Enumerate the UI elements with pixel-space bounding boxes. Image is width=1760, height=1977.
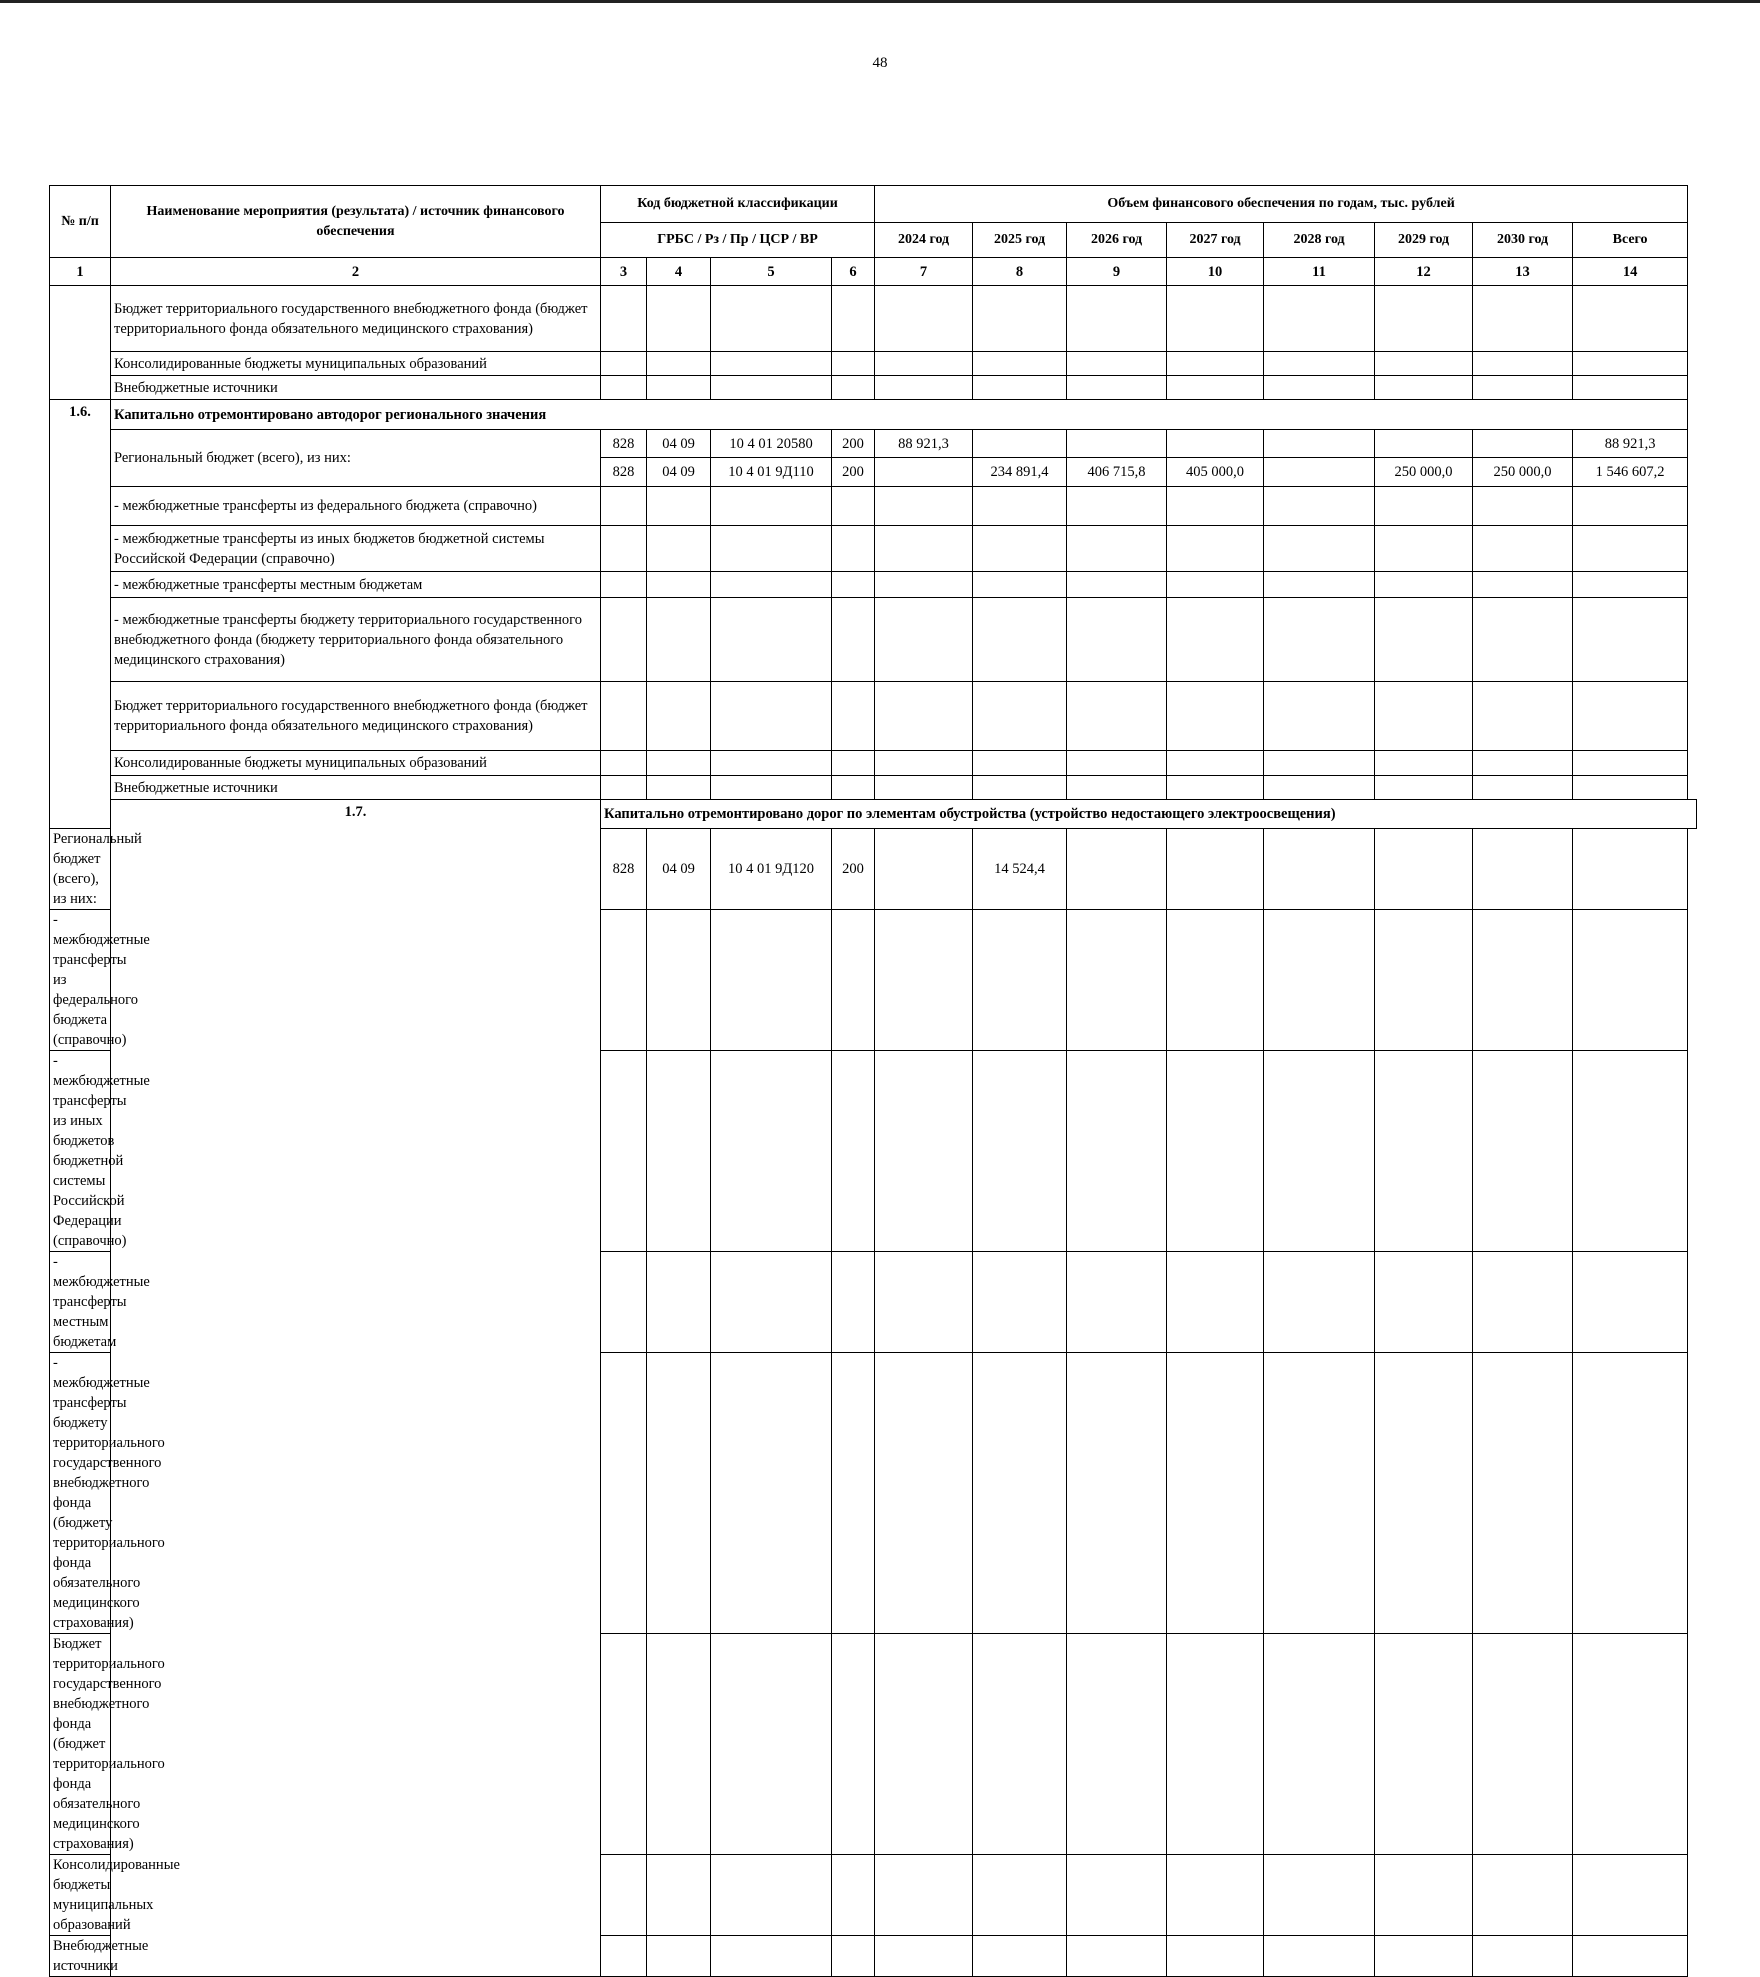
vr-cell: 200	[832, 829, 875, 910]
table-row	[50, 430, 1697, 458]
value-cell: 405 000,0	[1167, 458, 1264, 487]
col-number: 9	[1067, 258, 1167, 286]
col-number: 2	[111, 258, 601, 286]
value-cell	[1264, 458, 1375, 487]
value-cell	[973, 430, 1067, 458]
col-number: 5	[711, 258, 832, 286]
section-title-row	[50, 800, 1697, 829]
value-cell	[1264, 430, 1375, 458]
value-cell	[1167, 829, 1264, 910]
header-col-code: Код бюджетной классификации	[601, 186, 875, 223]
row-label: Консолидированные бюджеты муниципальных образований	[50, 1855, 111, 1936]
row-label: Консолидированные бюджеты муниципальных образований	[111, 751, 601, 776]
header-year: 2027 год	[1167, 223, 1264, 258]
total-cell: 88 921,3	[1573, 430, 1688, 458]
grbs-cell: 828	[601, 458, 647, 487]
total-cell	[1573, 829, 1688, 910]
value-cell	[875, 458, 973, 487]
row-label: Внебюджетные источники	[111, 776, 601, 800]
value-cell: 88 921,3	[875, 430, 973, 458]
rz-cell: 04 09	[647, 829, 711, 910]
section-title: Капитально отремонтировано автодорог регионального значения	[111, 400, 1688, 430]
header-col-no: № п/п	[50, 186, 111, 258]
col-number: 4	[647, 258, 711, 286]
col-number: 13	[1473, 258, 1573, 286]
header-year: 2025 год	[973, 223, 1067, 258]
section-number: 1.6.	[50, 400, 111, 829]
table-row	[50, 352, 1697, 376]
col-number: 3	[601, 258, 647, 286]
table-row	[50, 526, 1697, 572]
row-label: - межбюджетные трансферты местным бюджетам	[50, 1252, 111, 1353]
section-number: 1.7.	[111, 800, 601, 1977]
top-rule	[0, 0, 1760, 3]
value-cell: 406 715,8	[1067, 458, 1167, 487]
header-numbers-row	[50, 258, 1697, 286]
row-label: Внебюджетные источники	[50, 1936, 111, 1977]
row-label: - межбюджетные трансферты из федерального бюджета (справочно)	[50, 910, 111, 1051]
value-cell	[1375, 829, 1473, 910]
header-code-sub: ГРБС / Рз / Пр / ЦСР / ВР	[601, 223, 875, 258]
value-cell	[1067, 430, 1167, 458]
value-cell	[1264, 829, 1375, 910]
row-label: Бюджет территориального государственного внебюджетного фонда (бюджет территориального фонда обязательного медицинского страхования)	[111, 286, 601, 352]
row-number-cell	[50, 286, 111, 400]
row-label: Внебюджетные источники	[111, 376, 601, 400]
table-row	[50, 776, 1697, 800]
row-label: Региональный бюджет (всего), из них:	[111, 430, 601, 487]
table-row	[50, 682, 1697, 751]
value-cell: 250 000,0	[1375, 458, 1473, 487]
row-label: - межбюджетные трансферты бюджету территориального государственного внебюджетного фонда (бюджету территориального фонда обязательного медицинского страхования)	[111, 598, 601, 682]
table-row	[50, 751, 1697, 776]
value-cell	[1375, 430, 1473, 458]
csr-cell: 10 4 01 20580	[711, 430, 832, 458]
section-title: Капитально отремонтировано дорог по элементам обустройства (устройство недостающего электроосвещения)	[601, 800, 1697, 829]
section-title-row	[50, 400, 1697, 430]
value-cell: 250 000,0	[1473, 458, 1573, 487]
header-year: 2024 год	[875, 223, 973, 258]
csr-cell: 10 4 01 9Д110	[711, 458, 832, 487]
row-label: - межбюджетные трансферты из иных бюджетов бюджетной системы Российской Федерации (справочно)	[50, 1051, 111, 1252]
row-label: Консолидированные бюджеты муниципальных образований	[111, 352, 601, 376]
col-number: 11	[1264, 258, 1375, 286]
col-number: 1	[50, 258, 111, 286]
row-label: - межбюджетные трансферты местным бюджетам	[111, 572, 601, 598]
col-number: 8	[973, 258, 1067, 286]
header-col-name: Наименование мероприятия (результата) / источник финансового обеспечения	[111, 186, 601, 258]
value-cell	[1473, 430, 1573, 458]
value-cell: 14 524,4	[973, 829, 1067, 910]
header-row-1	[50, 186, 1697, 223]
header-year: 2029 год	[1375, 223, 1473, 258]
csr-cell: 10 4 01 9Д120	[711, 829, 832, 910]
financing-table	[49, 185, 1697, 1977]
row-label: - межбюджетные трансферты из федерального бюджета (справочно)	[111, 487, 601, 526]
total-cell: 1 546 607,2	[1573, 458, 1688, 487]
table-row	[50, 286, 1697, 352]
col-number: 10	[1167, 258, 1264, 286]
col-number: 6	[832, 258, 875, 286]
col-number: 12	[1375, 258, 1473, 286]
grbs-cell: 828	[601, 430, 647, 458]
header-total: Всего	[1573, 223, 1688, 258]
value-cell: 234 891,4	[973, 458, 1067, 487]
header-year: 2030 год	[1473, 223, 1573, 258]
rz-cell: 04 09	[647, 458, 711, 487]
grbs-cell: 828	[601, 829, 647, 910]
rz-cell: 04 09	[647, 430, 711, 458]
table-row	[50, 598, 1697, 682]
row-label: Бюджет территориального государственного внебюджетного фонда (бюджет территориального фонда обязательного медицинского страхования)	[111, 682, 601, 751]
value-cell	[1473, 829, 1573, 910]
value-cell	[1167, 430, 1264, 458]
header-year: 2026 год	[1067, 223, 1167, 258]
table-row	[50, 376, 1697, 400]
value-cell	[875, 829, 973, 910]
col-number: 14	[1573, 258, 1688, 286]
header-year: 2028 год	[1264, 223, 1375, 258]
row-label: - межбюджетные трансферты из иных бюджетов бюджетной системы Российской Федерации (справочно)	[111, 526, 601, 572]
col-number: 7	[875, 258, 973, 286]
row-label: Бюджет территориального государственного внебюджетного фонда (бюджет территориального фонда обязательного медицинского страхования)	[50, 1634, 111, 1855]
header-col-volume: Объем финансового обеспечения по годам, тыс. рублей	[875, 186, 1688, 223]
page-number: 48	[872, 55, 888, 71]
vr-cell: 200	[832, 430, 875, 458]
table-row	[50, 487, 1697, 526]
value-cell	[1067, 829, 1167, 910]
vr-cell: 200	[832, 458, 875, 487]
row-label: - межбюджетные трансферты бюджету территориального государственного внебюджетного фонда (бюджету территориального фонда обязательного медицинского страхования)	[50, 1353, 111, 1634]
table-row	[50, 572, 1697, 598]
row-label: Региональный бюджет (всего), из них:	[50, 829, 111, 910]
